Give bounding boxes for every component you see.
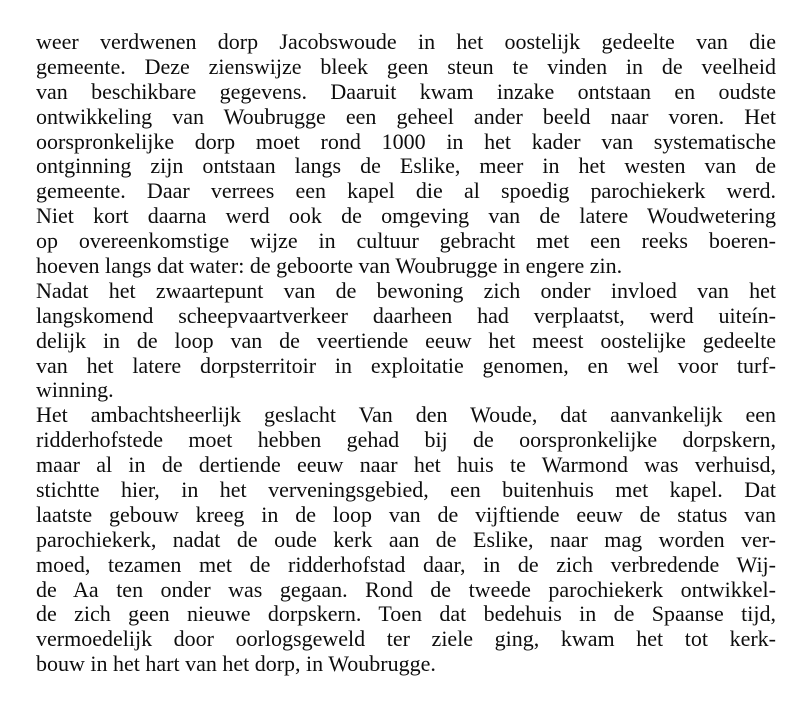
text-line: gemeente. Daar verrees een kapel die al spoedig parochiekerk werd.	[36, 179, 776, 204]
text-line: winning.	[36, 378, 114, 403]
text-line: de Aa ten onder was gegaan. Rond de tweede parochiekerk ontwikkel-	[36, 577, 776, 602]
text-line: bouw in het hart van het dorp, in Woubrugge.	[36, 652, 436, 677]
text-line: delijk in de loop van de veertiende eeuw het meest oostelijke gedeelte	[36, 328, 776, 353]
text-line: van beschikbare gegevens. Daaruit kwam inzake ontstaan en oudste	[36, 79, 776, 104]
text-line: oorspronkelijke dorp moet rond 1000 in het kader van systematische	[36, 129, 776, 154]
text-line: hoeven langs dat water: de geboorte van Woubrugge in engere zin.	[36, 254, 623, 279]
text-line: vermoedelijk door oorlogsgeweld ter ziele ging, kwam het tot kerk-	[36, 627, 776, 652]
text-line: gemeente. Deze zienswijze bleek geen steun te vinden in de veelheid	[36, 54, 776, 79]
text-line: weer verdwenen dorp Jacobswoude in het oostelijk gedeelte van die	[36, 30, 776, 54]
document-page	[36, 30, 776, 677]
text-line: ontwikkeling van Woubrugge een geheel ander beeld naar voren. Het	[36, 104, 776, 129]
text-line: langskomend scheepvaartverkeer daarheen had verplaatst, werd uiteín-	[36, 303, 776, 328]
text-line: maar al in de dertiende eeuw naar het huis te Warmond was verhuisd,	[36, 453, 776, 478]
text-line: op overeenkomstige wijze in cultuur gebracht met een reeks boeren-	[36, 229, 776, 254]
text-line: ontginning zijn ontstaan langs de Eslike, meer in het westen van de	[36, 154, 776, 179]
text-line: Het ambachtsheerlijk geslacht Van den Woude, dat aanvankelijk een	[36, 403, 776, 428]
text-line: parochiekerk, nadat de oude kerk aan de Eslike, naar mag worden ver-	[36, 527, 776, 552]
text-line: moed, tezamen met de ridderhofstad daar, in de zich verbredende Wij-	[36, 552, 776, 577]
text-line: Niet kort daarna werd ook de omgeving van de latere Woudwetering	[36, 204, 776, 229]
text-line: stichtte hier, in het verveningsgebied, een buitenhuis met kapel. Dat	[36, 478, 776, 503]
text-line: van het latere dorpsterritoir in exploitatie genomen, en wel voor turf-	[36, 353, 776, 378]
text-line: ridderhofstede moet hebben gehad bij de oorspronkelijke dorpskern,	[36, 428, 776, 453]
text-line: laatste gebouw kreeg in de loop van de vijftiende eeuw de status van	[36, 502, 776, 527]
text-line: de zich geen nieuwe dorpskern. Toen dat bedehuis in de Spaanse tijd,	[36, 602, 776, 627]
text-line: Nadat het zwaartepunt van de bewoning zich onder invloed van het	[36, 278, 776, 303]
